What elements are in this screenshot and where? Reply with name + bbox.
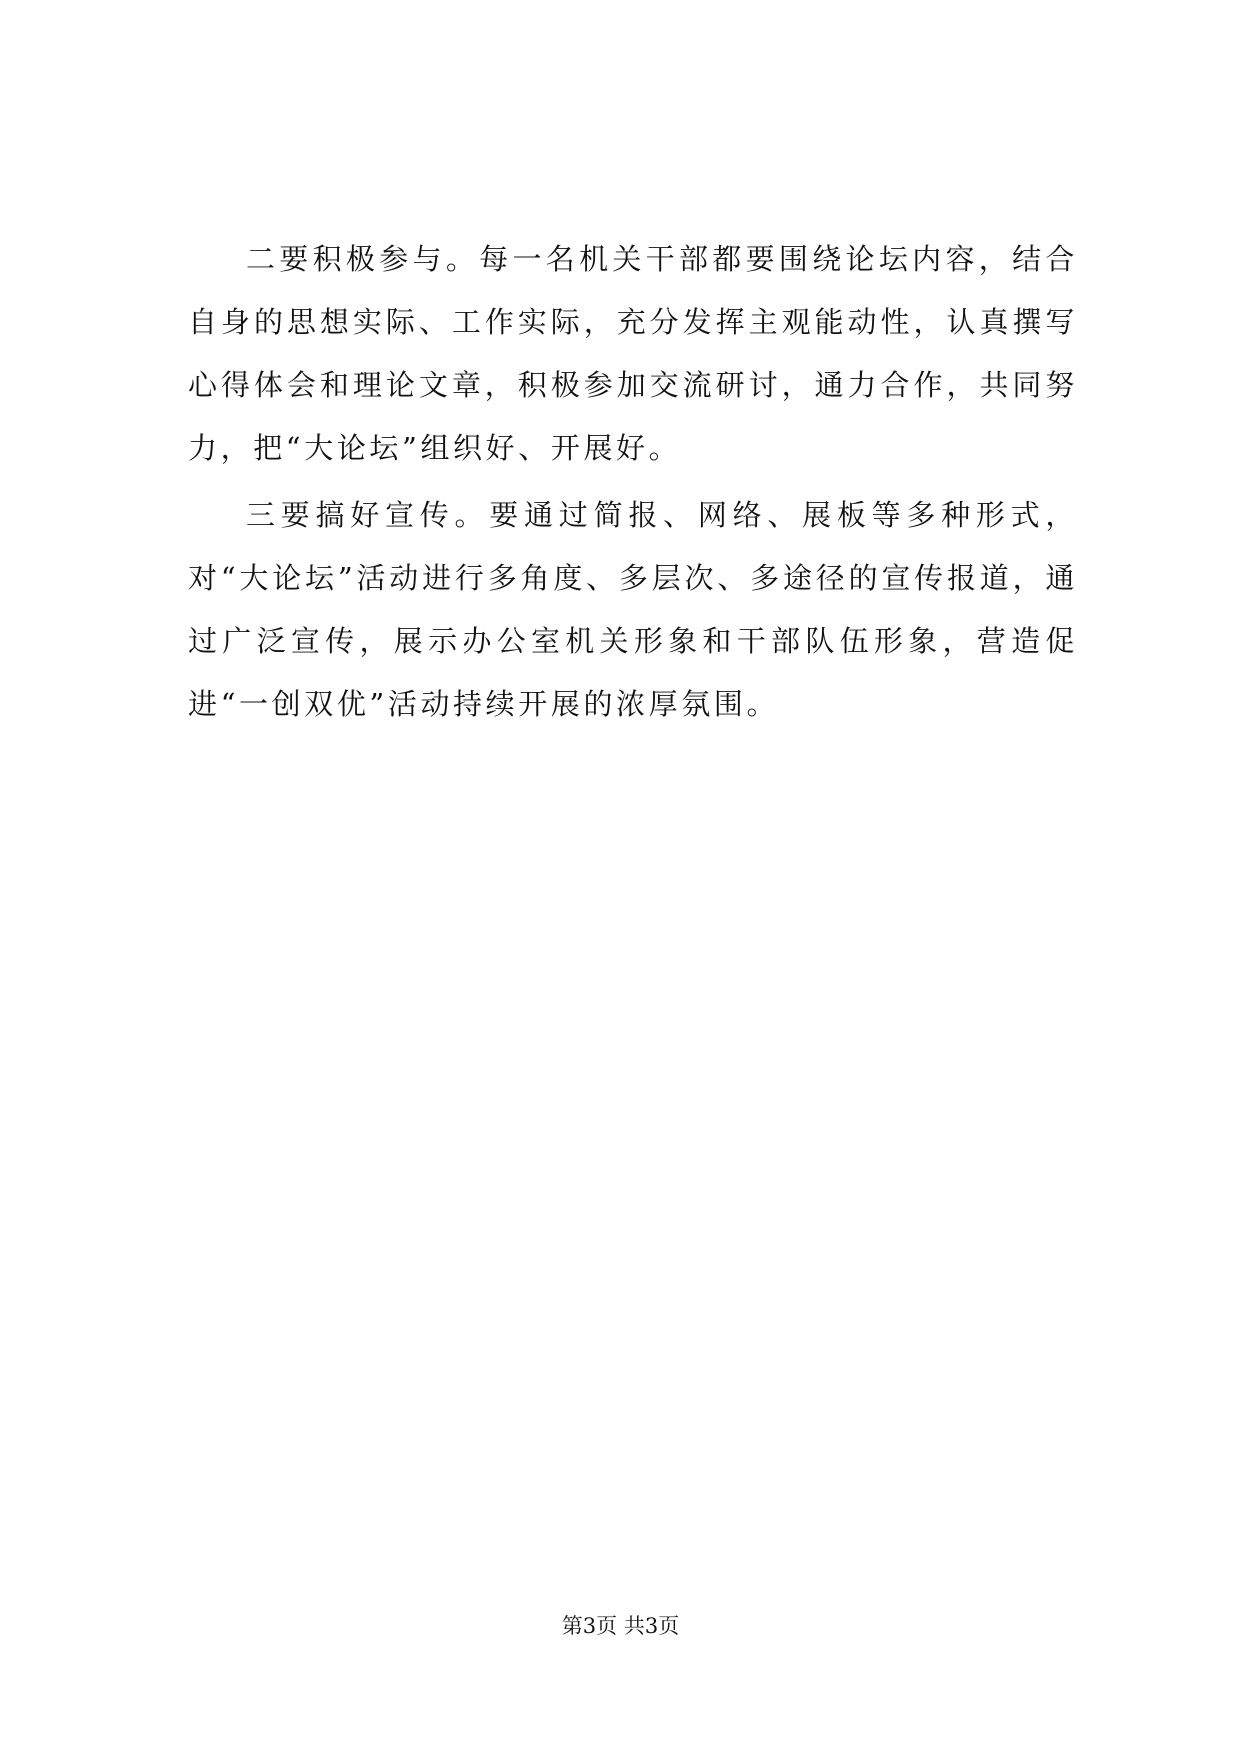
paragraph-publicity: 三要搞好宣传。要通过简报、网络、展板等多种形式，对“大论坛”活动进行多角度、多层次、多途径的宣传报道，通过广泛宣传，展示办公室机关形象和干部队伍形象，营造促进“一创双优”活动持续开展的浓厚氛围。 [188,498,1078,721]
document-body [188,228,1078,740]
page-footer: 第3页 共3页 [561,1614,680,1638]
paragraph-participation: 二要积极参与。每一名机关干部都要围绕论坛内容，结合自身的思想实际、工作实际，充分发挥主观能动性，认真撰写心得体会和理论文章，积极参加交流研讨，通力合作，共同努力，把“大论坛”组织好、开展好。 [188,242,1078,465]
